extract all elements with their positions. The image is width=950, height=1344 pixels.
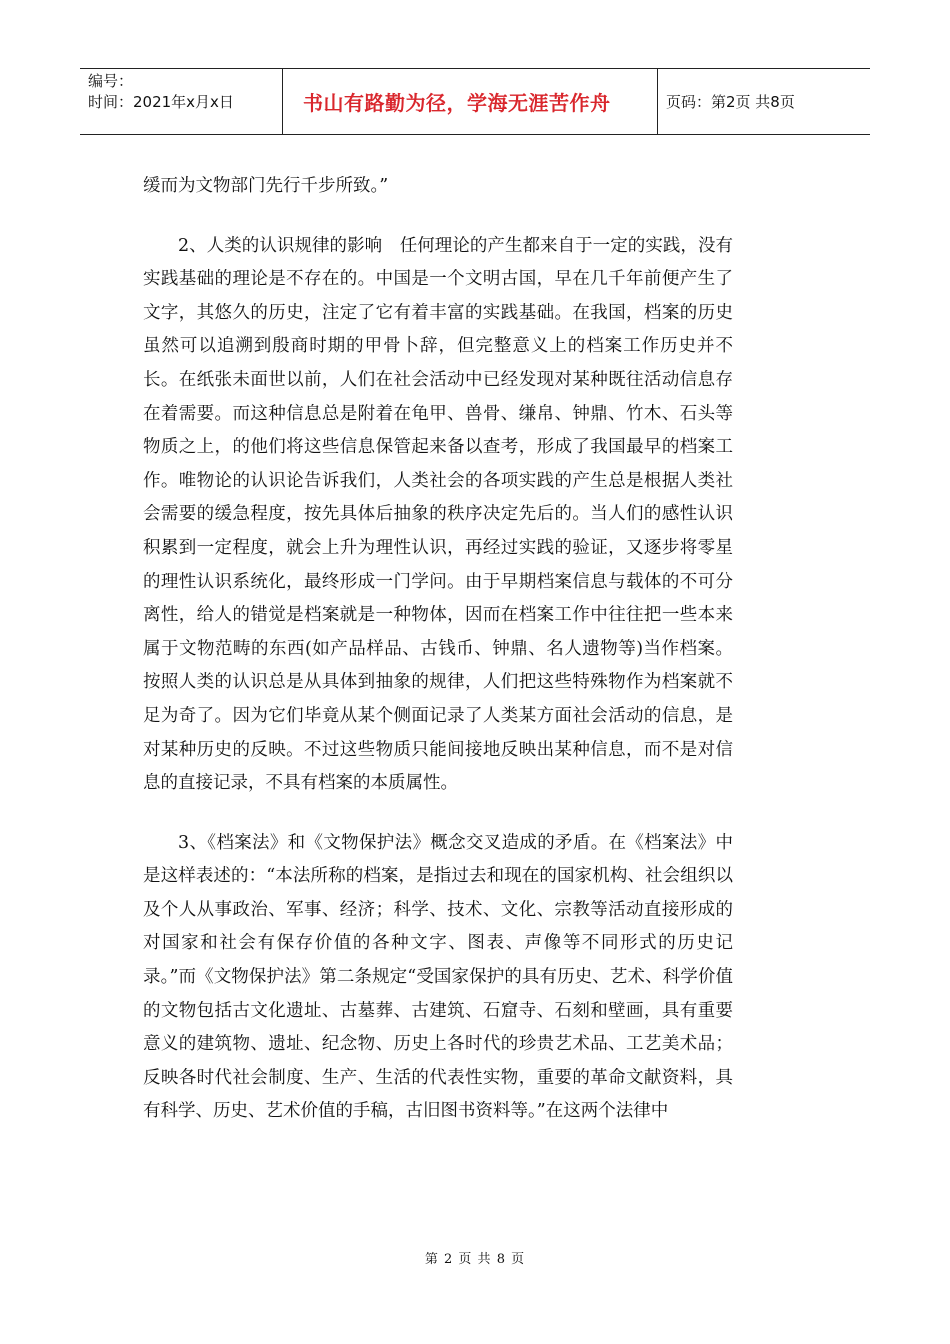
paragraph-cognition: 2、人类的认识规律的影响 任何理论的产生都来自于一定的实践，没有实践基础的理论是不存在的。中国是一个文明古国，早在几千年前便产生了文字，其悠久的历史，注定了它有着丰富的实践基础。在我国，档案的历史虽然可以追溯到殷商时期的甲骨卜辞，但完整意义上的档案工作历史并不长。在纸张未面世以前，人们在社会活动中已经发现对某种既往活动信息存在着需要。而这种信息总是附着在龟甲、兽骨、缣帛、钟鼎、竹木、石头等物质之上，的他们将这些信息保管起来备以查考，形成了我国最早的档案工作。唯物论的认识论告诉我们，人类社会的各项实践的产生总是根据人类社会需要的缓急程度，按先具体后抽象的秩序决定先后的。当人们的感性认识积累到一定程度，就会上升为理性认识，再经过实践的验证，又逐步将零星的理性认识系统化，最终形成一门学问。由于早期档案信息与载体的不可分离性，给人的错觉是档案就是一种物体，因而在档案工作中往往把一些本来属于文物范畴的东西(如产品样品、古钱币、钟鼎、名人遗物等)当作档案。按照人类的认识总是从具体到抽象的规律，人们把这些特殊物作为档案就不足为奇了。因为它们毕竟从某个侧面记录了人类某方面社会活动的信息，是对某种历史的反映。不过这些物质只能间接地反映出某种信息，而不是对信息的直接记录，不具有档案的本质属性。 [143, 235, 733, 794]
paragraph-law-conflict: 3、《档案法》和《文物保护法》概念交叉造成的矛盾。在《档案法》中是这样表述的：“本法所称的档案，是指过去和现在的国家机构、社会组织以及个人从事政治、军事、经济；科学、技术、文化、宗教等活动直接形成的对国家和社会有保存价值的各种文字、图表、声像等不同形式的历史记录。”而《文物保护法》第二条规定“受国家保护的具有历史、艺术、科学价值的文物包括古文化遗址、古墓葬、古建筑、石窟寺、石刻和壁画，具有重要意义的建筑物、遗址、纪念物、历史上各时代的珍贵艺术品、工艺美术品；反映各时代社会制度、生产、生活的代表性实物，重要的革命文献资料，具有科学、历史、艺术价值的手稿，古旧图书资料等。”在这两个法律中 [143, 832, 733, 1122]
document-date: 时间：2021年x月x日 [88, 93, 234, 111]
header-page-number: 页码：第2页 共8页 [666, 93, 795, 111]
header-motto: 书山有路勤为径，学海无涯苦作舟 [283, 69, 658, 134]
page-header [80, 68, 870, 135]
document-number: 编号： [88, 72, 134, 90]
document-body [143, 170, 733, 1155]
page-footer: 第 2 页 共 8 页 [424, 1252, 526, 1267]
header-meta [80, 69, 283, 134]
paragraph-continuation: 缓而为文物部门先行千步所致。” [143, 176, 389, 196]
